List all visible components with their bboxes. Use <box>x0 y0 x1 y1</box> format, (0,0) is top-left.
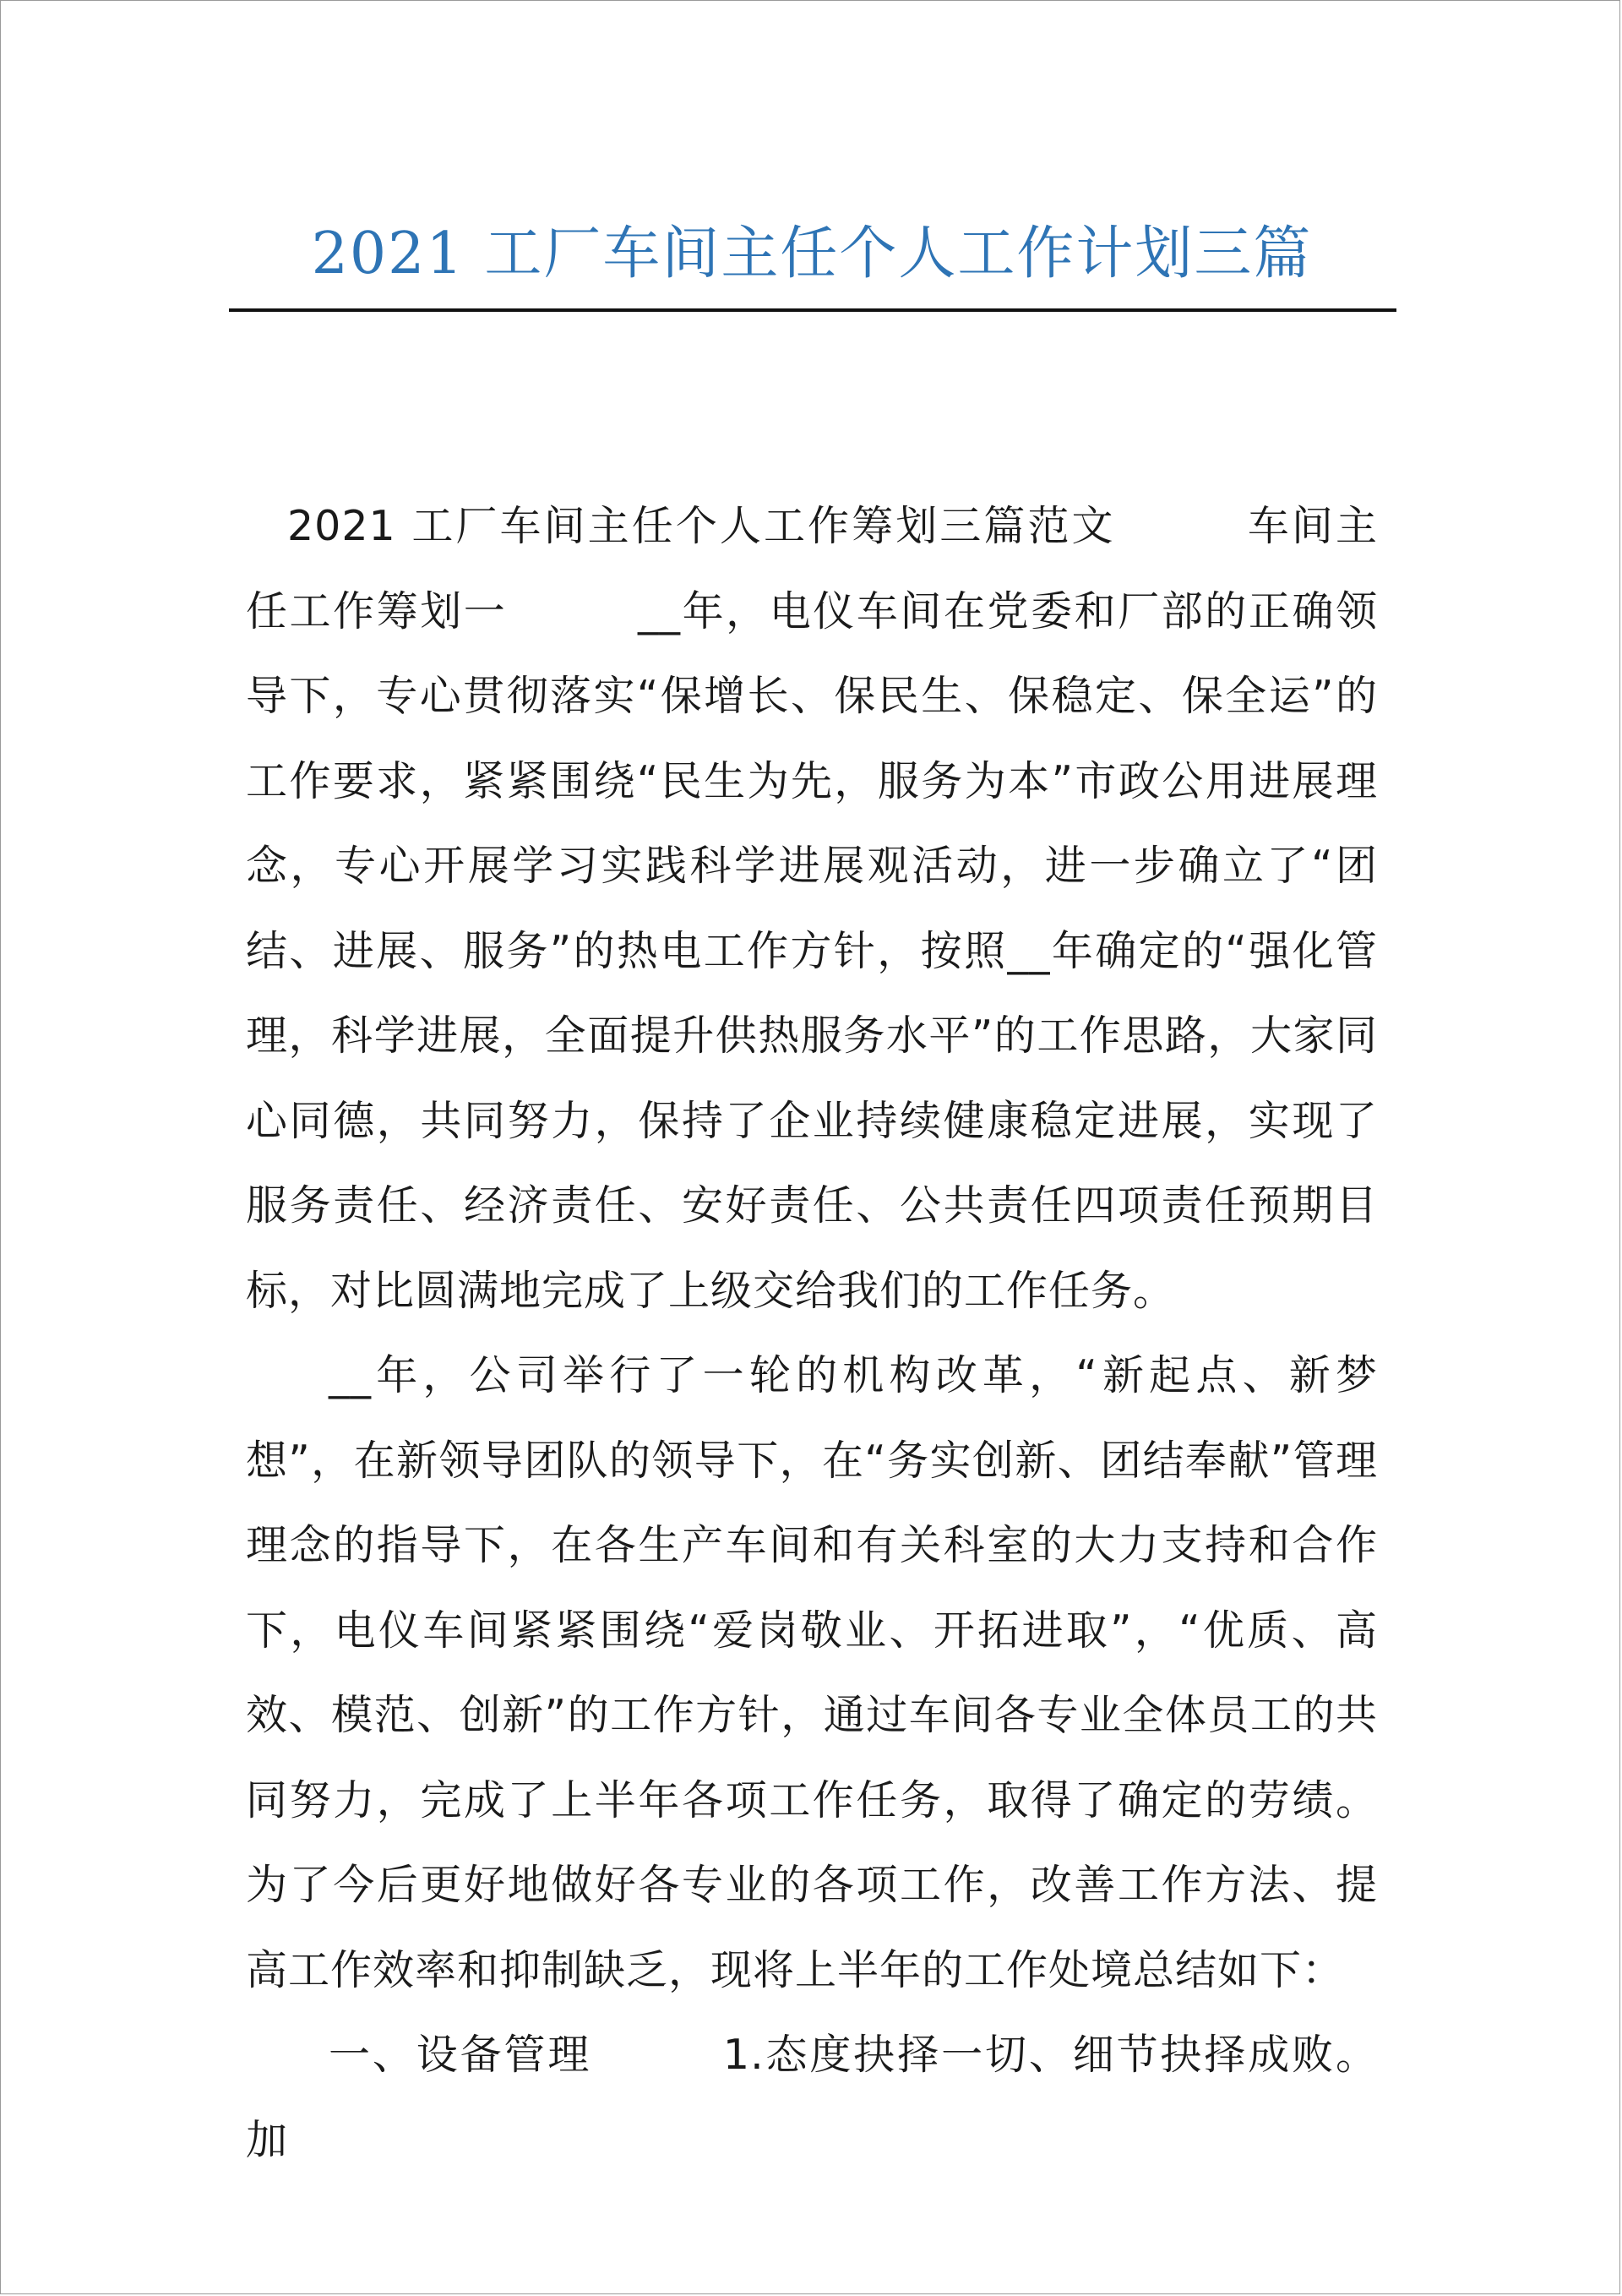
body-paragraph: 一、设备管理 1.态度抉择一切、细节抉择成败。加 <box>246 2031 1378 2164</box>
document-title: 2021 工厂车间主任个人工作计划三篇 <box>311 221 1313 287</box>
body-paragraph: 2021 工厂车间主任个人工作筹划三篇范文 车间主任工作筹划一 __年，电仪车间在党委和厂部的正确领导下，专心贯彻落实“保增长、保民生、保稳定、保全运”的工作要求，紧紧围绕“民生为先，服务为本”市政公用进展理念，专心开展学习实践科学进展观活动，进一步确立了“团结、进展、服务”的热电工作方针，按照__年确定的“强化管理，科学进展，全面提升供热服务水平”的工作思路，大家同心同德，共同努力，保持了企业持续健康稳定进展，实现了服务责任、经济责任、安好责任、公共责任四项责任预期目标，对比圆满地完成了上级交给我们的工作任务。 <box>246 502 1378 1315</box>
title-underline <box>229 308 1396 312</box>
document-body <box>246 484 1378 2183</box>
body-paragraph: __年，公司举行了一轮的机构改革，“新起点、新梦想”，在新领导团队的领导下，在“务实创新、团结奉献”管理理念的指导下，在各生产车间和有关科室的大力支持和合作下，电仪车间紧紧围绕“爱岗敬业、开拓进取”，“优质、高效、模范、创新”的工作方针，通过车间各专业全体员工的共同努力，完成了上半年各项工作任务，取得了确定的劳绩。为了今后更好地做好各专业的各项工作，改善工作方法、提高工作效率和抑制缺乏，现将上半年的工作处境总结如下： <box>246 1351 1378 1994</box>
